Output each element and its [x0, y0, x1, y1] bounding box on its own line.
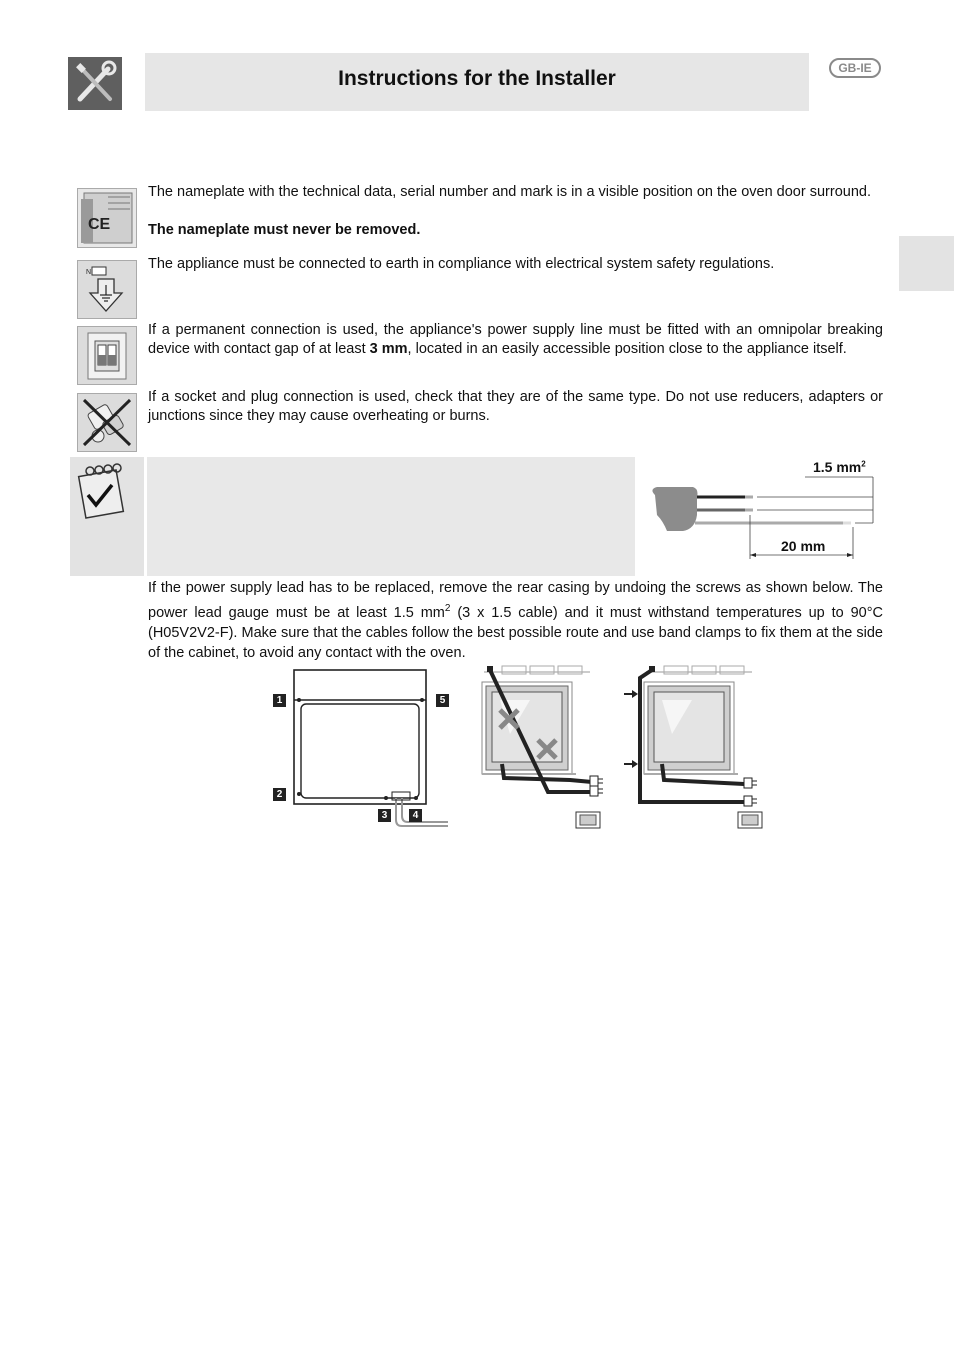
header-bar: [145, 53, 809, 111]
replace-lead-text: [148, 578, 883, 664]
incorrect-routing-figure: [480, 664, 610, 830]
rear-casing-figure: [268, 664, 452, 830]
permanent-text-end: , located in an easily accessible position close to the appliance itself.: [407, 341, 847, 357]
socket-text: If a socket and plug connection is used, check that they are of the same type. Do not use reducers, adapters or junctions since they may cause overheating or burns.: [148, 389, 883, 424]
gauge-value: 1.5 mm: [813, 459, 862, 475]
earth-plug-icon: [77, 260, 137, 319]
cable-gauge-label: [813, 459, 866, 475]
language-badge: GB-IE: [829, 58, 881, 78]
replace-text-end: (3 x 1.5 cable) and it must withstand temperatures up to 90°C (H05V2V2-F). Make sure that the cables follow the best possible route and use band clamps to fix them at the side of the cabinet, to avoid any contact with the oven.: [148, 604, 883, 662]
no-adapter-icon: [77, 393, 137, 452]
side-tab: [899, 236, 954, 291]
cable-diagram: [645, 455, 885, 565]
screw-number-1: 1: [273, 694, 286, 707]
nameplate-warning: The nameplate must never be removed.: [148, 222, 421, 238]
correct-routing-figure: [622, 664, 772, 830]
nameplate-text: The nameplate with the technical data, serial number and mark is in a visible position on the oven door surround.: [148, 184, 871, 200]
permanent-text-start: If a permanent connection is used, the appliance's power supply line must be fitted with an omnipolar breaking device with contact gap of at least: [148, 322, 883, 357]
earth-text: The appliance must be connected to earth in compliance with electrical system safety regulations.: [148, 256, 775, 272]
replace-text-start: If the power supply lead has to be replaced, remove the rear casing by undoing the screws as shown below. The power lead gauge must be at least 1.5 mm: [148, 580, 883, 621]
svg-text:CE: CE: [88, 216, 111, 233]
screw-number-2: 2: [273, 788, 286, 801]
svg-text:N: N: [86, 269, 92, 276]
tools-icon: [68, 57, 122, 110]
nameplate-ce-icon: [77, 188, 137, 248]
replace-superscript: 2: [444, 602, 451, 614]
strip-length-label: 20 mm: [781, 538, 826, 554]
switch-icon: [77, 326, 137, 385]
note-panel: [147, 457, 635, 576]
screw-number-4: 4: [409, 809, 422, 822]
notepad-check-icon: [76, 461, 136, 521]
gauge-superscript: 2: [861, 459, 866, 469]
page-title: Instructions for the Installer: [338, 67, 616, 90]
note-icon-panel: [70, 457, 144, 576]
permanent-gap-value: 3 mm: [369, 341, 408, 357]
permanent-connection-text: [148, 321, 883, 359]
screw-number-3: 3: [378, 809, 391, 822]
screw-number-5: 5: [436, 694, 449, 707]
